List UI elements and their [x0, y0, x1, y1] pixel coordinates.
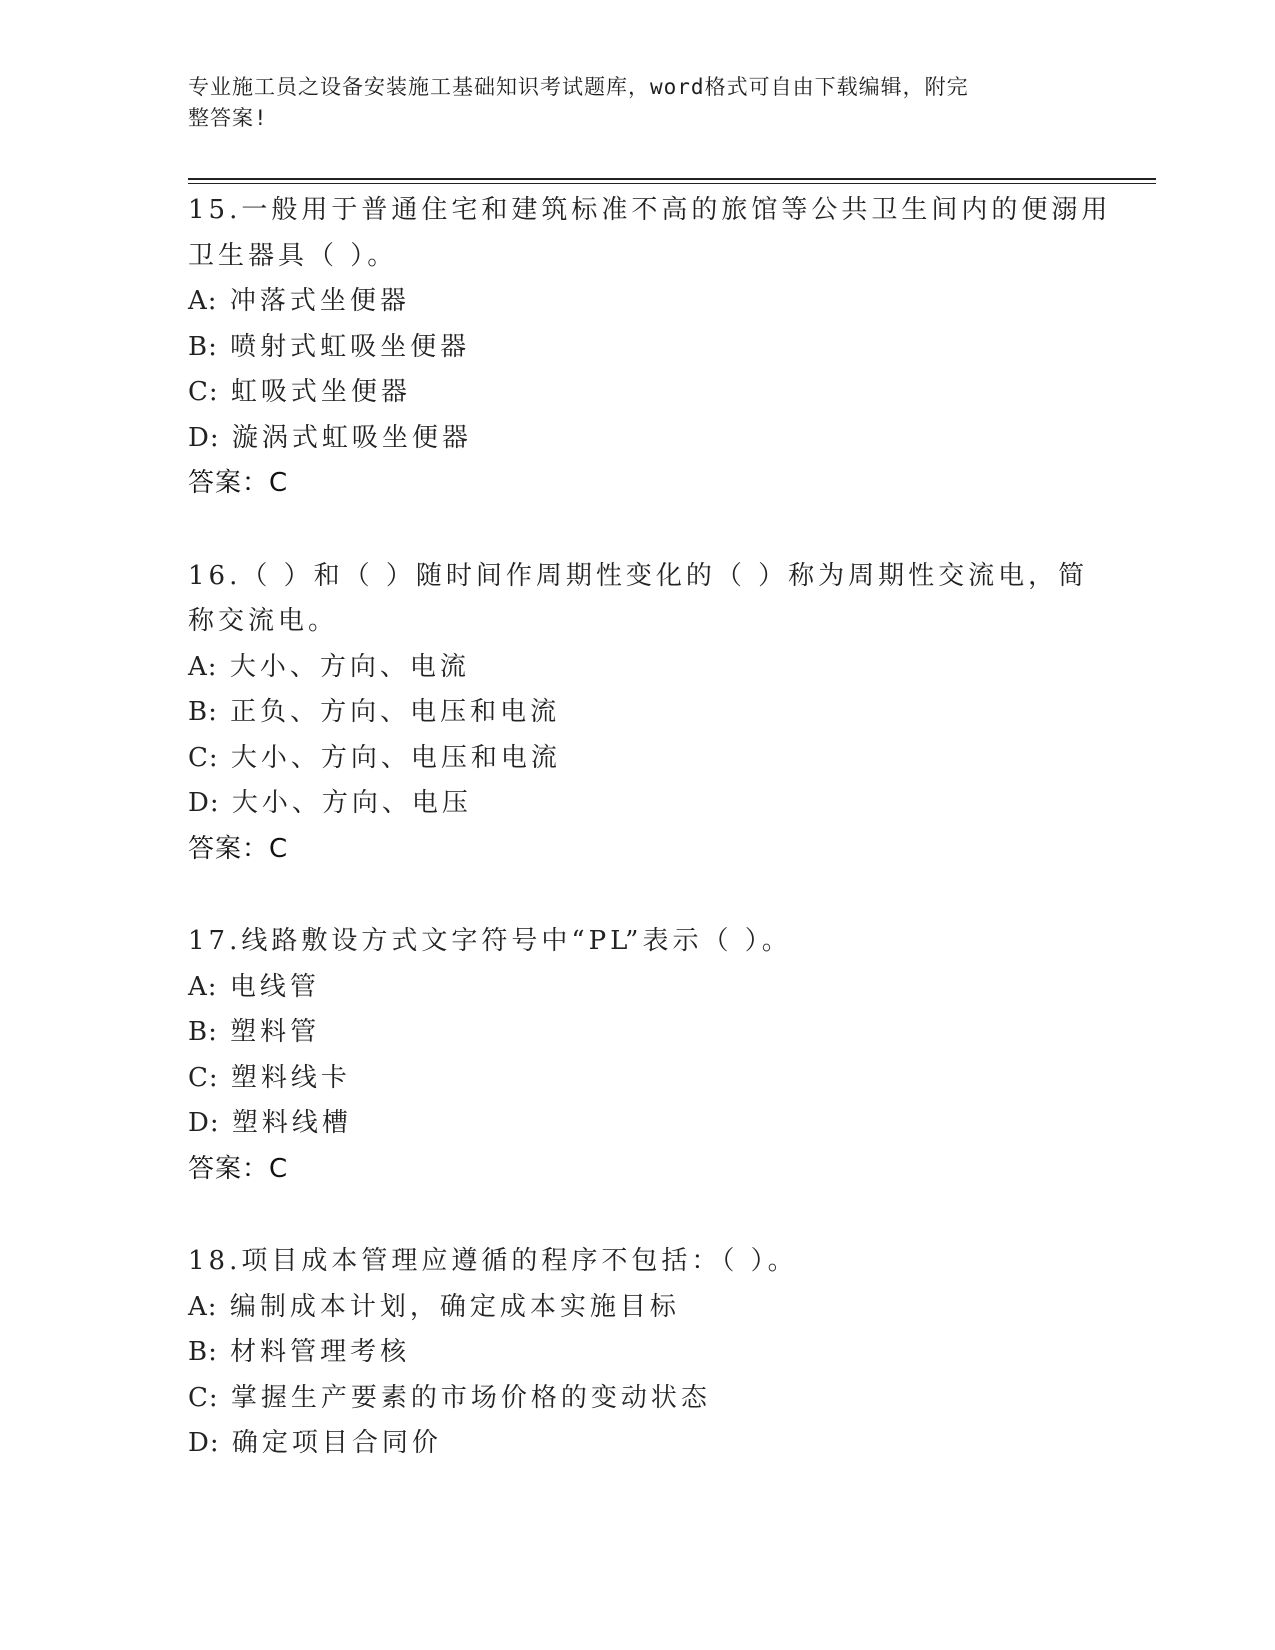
option-letter: C:	[188, 377, 219, 407]
option-letter: C:	[188, 742, 219, 773]
option-letter: C:	[188, 1382, 219, 1413]
question-stem-line: 17.线路敷设方式文字符号中“PL”表示（ ）。	[188, 926, 792, 956]
option-c	[188, 370, 1088, 416]
option-d	[188, 781, 1088, 827]
option-letter: D:	[188, 422, 220, 453]
option-text: 编制成本计划，确定成本实施目标	[229, 1291, 680, 1322]
header-rule-thin	[188, 183, 1156, 184]
option-text: 塑料管	[230, 1017, 321, 1047]
question-stem-line: 15.一般用于普通住宅和建筑标准不高的旅馆等公共卫生间内的便溺用	[188, 195, 1112, 225]
question-16	[188, 554, 1088, 873]
option-d	[188, 416, 1088, 462]
answer-line: 答案：C	[188, 468, 289, 498]
option-text: 塑料线卡	[230, 1062, 351, 1093]
question-18	[188, 1239, 1088, 1467]
option-letter: A:	[188, 651, 218, 682]
option-text: 虹吸式坐便器	[230, 377, 411, 407]
question-stem-line: 16.（ ）和（ ）随时间作周期性变化的（ ）称为周期性交流电，简	[188, 560, 1089, 591]
option-d	[188, 1101, 1088, 1147]
option-letter: A:	[188, 286, 218, 316]
header-line-2: 整答案!	[188, 106, 268, 130]
question-stem-line: 卫生器具（ ）。	[188, 240, 398, 271]
option-b	[188, 690, 1088, 736]
option-letter: D:	[188, 1428, 220, 1458]
option-a	[188, 1285, 1088, 1331]
option-b	[188, 325, 1088, 371]
option-text: 大小、方向、电流	[229, 651, 470, 682]
option-text: 冲落式坐便器	[229, 286, 410, 316]
option-text: 喷射式虹吸坐便器	[230, 331, 471, 362]
option-text: 电线管	[229, 971, 320, 1002]
option-c	[188, 1056, 1088, 1102]
option-text: 漩涡式虹吸坐便器	[231, 422, 472, 453]
option-c	[188, 736, 1088, 782]
header-rule-thick	[188, 178, 1156, 180]
option-c	[188, 1376, 1088, 1422]
option-text: 大小、方向、电压和电流	[230, 742, 561, 773]
option-text: 材料管理考核	[230, 1337, 411, 1367]
option-a	[188, 965, 1088, 1011]
option-b	[188, 1010, 1088, 1056]
option-letter: B:	[188, 1017, 218, 1047]
option-letter: B:	[188, 1337, 218, 1367]
answer-line: 答案：C	[188, 833, 289, 864]
question-15	[188, 188, 1112, 507]
option-letter: C:	[188, 1062, 219, 1093]
option-text: 大小、方向、电压	[231, 788, 472, 818]
question-list	[188, 188, 1112, 1514]
option-b	[188, 1330, 1088, 1376]
option-letter: D:	[188, 788, 220, 818]
answer-line: 答案：C	[188, 1153, 289, 1184]
option-a	[188, 645, 1088, 691]
option-letter: B:	[188, 331, 218, 362]
option-text: 正负、方向、电压和电流	[230, 697, 561, 727]
option-text: 塑料线槽	[231, 1108, 352, 1138]
option-letter: A:	[188, 971, 218, 1002]
question-stem-line: 称交流电。	[188, 606, 339, 636]
option-letter: D:	[188, 1108, 220, 1138]
option-d	[188, 1421, 1088, 1467]
option-letter: A:	[188, 1291, 218, 1322]
header-line-1: 专业施工员之设备安装施工基础知识考试题库，word格式可自由下载编辑，附完	[188, 75, 969, 99]
option-text: 掌握生产要素的市场价格的变动状态	[230, 1382, 711, 1413]
option-letter: B:	[188, 697, 218, 727]
option-a	[188, 279, 1088, 325]
document-header	[188, 72, 1068, 134]
option-text: 确定项目合同价	[231, 1428, 442, 1458]
question-17	[188, 919, 1088, 1192]
question-stem-line: 18.项目成本管理应遵循的程序不包括：（ ）。	[188, 1246, 798, 1276]
